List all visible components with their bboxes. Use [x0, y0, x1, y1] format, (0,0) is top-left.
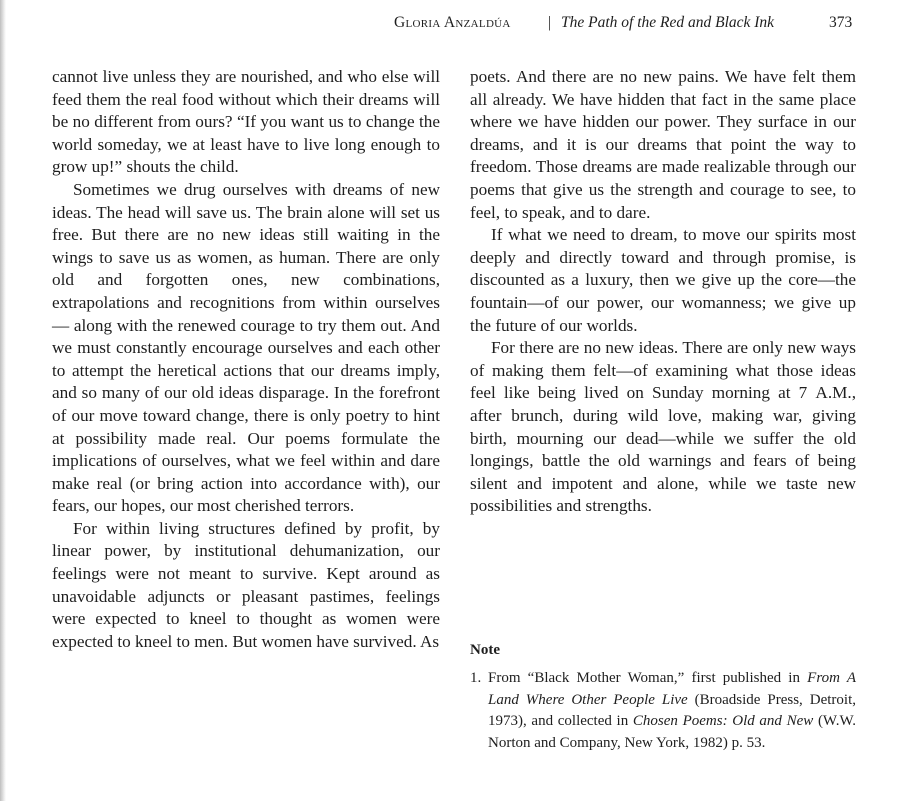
paragraph: For within living structures defined by profit, by linear power, by institutional dehumanization, our feelings were not meant to survive. Kept around as unavoidable adjuncts or pleasant pastimes, feelings were expected to kneel to thought as women were expected to kneel to men. But women have survived. As	[52, 518, 440, 651]
note-text: From “Black Mother Woman,” first published in	[488, 670, 808, 686]
notes-heading: Note	[470, 642, 500, 658]
paragraph: cannot live unless they are nourished, and who else will feed them the real food without which their dreams will be no different from ours? “If you want us to change the world someday, we at least have to live long enough to grow up!” shouts the child.	[52, 67, 440, 177]
page-number: 373	[829, 14, 853, 31]
paragraph: If what we need to dream, to move our spirits most deeply and directly toward and through promise, is discounted as a luxury, then we give up the core—the fountain—of our power, our womanness; we give up the future of our worlds.	[470, 225, 856, 335]
paragraph-text: For there are no new ideas. There are only new ways of making them felt—of examining what those ideas feel like being lived on Sunday morning at 7	[470, 338, 856, 403]
running-header	[394, 14, 864, 36]
paragraph: Sometimes we drug ourselves with dreams of new ideas. The head will save us. The brain alone will set us free. But there are no new ideas still waiting in the wings to save us as women, as human. There are only old and forgotten ones, new combinations, extrapolations and recognitions from within ourselves— along with the renewed courage to try them out. And we must constantly encourage ourselves and each other to attempt the heretical actions that our dreams imply, and so many of our old ideas disparage. In the forefront of our move toward change, there is only poetry to hint at possibility made real. Our poems formulate the implications of ourselves, what we feel within and dare make real (or bring action into accordance with), our fears, our hopes, our most cherished terrors.	[52, 179, 440, 516]
note-text: (W.W. Norton and Company, New York, 1982) p. 53.	[488, 713, 856, 751]
header-author: Gloria Anzaldúa	[394, 14, 511, 31]
note-book-title: Chosen Poems: Old and New	[632, 713, 814, 729]
paragraph: poets. And there are no new pains. We have felt them all already. We have hidden that fact in the same place where we have hidden our power. They surface in our dreams, and it is our dreams that point the way to freedom. Those dreams are made realizable through our poems that give us the strength and courage to see, to feel, to speak, and to dare.	[470, 67, 856, 222]
paragraph-text: , after brunch, during wild love, making war, giving birth, mourning our dead—while we suffer the old longings, battle the old warnings and fears of being silent and impotent and alone, while we taste new possibilities and strengths.	[470, 383, 856, 516]
note-item	[470, 668, 856, 754]
header-title: The Path of the Red and Black Ink	[561, 14, 775, 31]
paragraph	[470, 337, 856, 518]
endnotes	[470, 640, 856, 754]
time-suffix: A.M.	[815, 383, 852, 403]
left-column	[52, 66, 440, 653]
right-column	[470, 66, 856, 518]
note-book-title: From A Land Where Other People Live	[488, 670, 857, 708]
note-number: 1.	[470, 670, 482, 686]
page-edge-shadow	[0, 0, 6, 801]
header-separator: |	[548, 14, 552, 31]
note-text: (Broadside Press, Detroit, 1973), and collected in	[488, 691, 856, 729]
